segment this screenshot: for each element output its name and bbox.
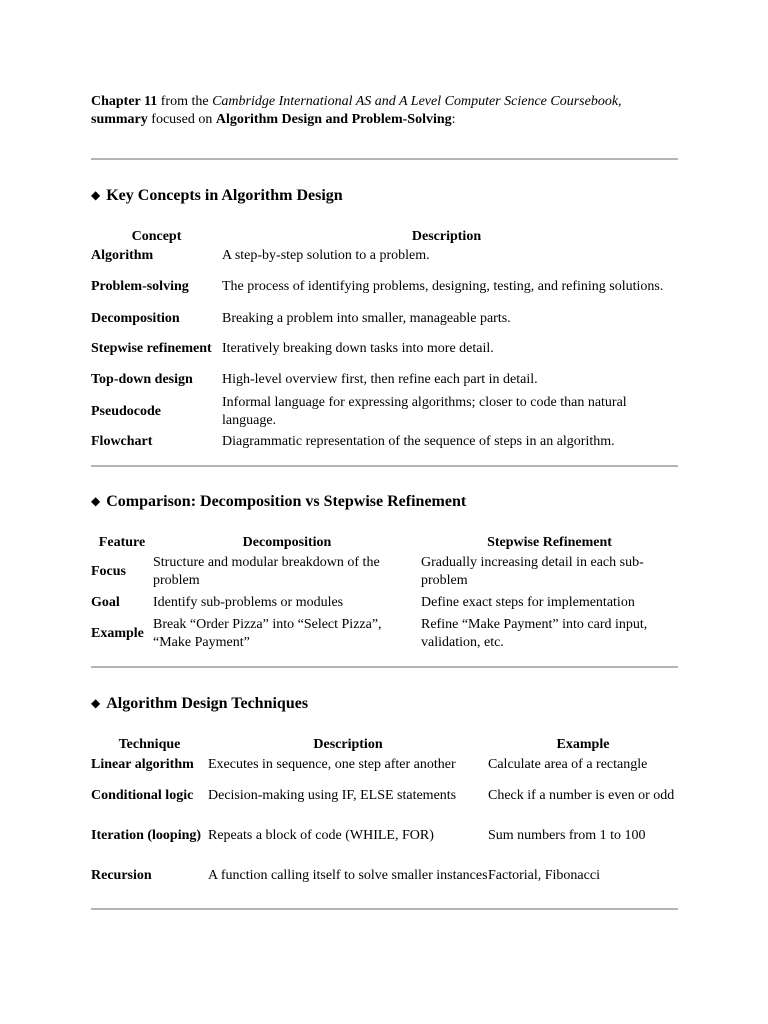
section-heading-comparison	[91, 492, 466, 512]
table-row	[91, 246, 671, 266]
intro-comma: ,	[618, 94, 622, 109]
table-header-row	[91, 732, 678, 754]
concept-cell: Problem-solving	[91, 279, 189, 294]
chapter-label: Chapter 11	[91, 94, 158, 109]
table-row	[91, 816, 678, 856]
book-title: Cambridge International AS and A Level Computer Science Coursebook	[212, 94, 619, 109]
description-cell: A function calling itself to solve smaller instances	[208, 868, 488, 883]
concept-cell: Pseudocode	[91, 404, 161, 419]
table-row	[91, 552, 678, 592]
divider	[91, 666, 678, 668]
concept-cell: Decomposition	[91, 311, 180, 326]
column-header: Technique	[118, 737, 181, 752]
column-header: Stepwise Refinement	[487, 535, 612, 550]
section-title: Comparison: Decomposition vs Stepwise Refinement	[106, 493, 467, 510]
table-row	[91, 432, 671, 452]
techniques-table	[91, 732, 678, 896]
example-cell: Sum numbers from 1 to 100	[488, 828, 646, 843]
intro-text-from: from the	[160, 94, 209, 109]
intro-colon: :	[451, 112, 456, 127]
description-cell: Repeats a block of code (WHILE, FOR)	[208, 828, 434, 843]
section-heading-concepts	[91, 186, 343, 206]
description-cell: Breaking a problem into smaller, manageable parts.	[222, 311, 511, 326]
table-row	[91, 368, 671, 392]
section-title: Algorithm Design Techniques	[106, 695, 309, 712]
technique-cell: Recursion	[91, 868, 152, 883]
section-heading-techniques	[91, 694, 308, 714]
stepwise-cell: Define exact steps for implementation	[421, 595, 635, 610]
feature-cell: Example	[91, 626, 144, 641]
example-cell: Check if a number is even or odd	[488, 788, 675, 803]
decomposition-cell: Identify sub-problems or modules	[153, 595, 344, 610]
table-header-row	[91, 224, 671, 246]
concepts-table	[91, 224, 671, 452]
example-cell: Factorial, Fibonacci	[488, 868, 600, 883]
technique-cell: Conditional logic	[91, 788, 194, 803]
column-header: Feature	[98, 535, 146, 550]
stepwise-cell: Gradually increasing detail in each sub-problem	[421, 555, 644, 588]
stepwise-cell: Refine “Make Payment” into card input, validation, etc.	[421, 617, 648, 650]
table-row	[91, 330, 671, 368]
description-cell: A step-by-step solution to a problem.	[222, 248, 430, 263]
divider	[91, 908, 678, 910]
divider	[91, 158, 678, 160]
table-row	[91, 308, 671, 330]
table-row	[91, 754, 678, 776]
concept-cell: Algorithm	[91, 248, 154, 263]
table-row	[91, 614, 678, 654]
topic-label: Algorithm Design and Problem-Solving	[215, 112, 452, 127]
diamond-bullet: ◆	[91, 188, 101, 202]
description-cell: Iteratively breaking down tasks into more detail.	[222, 341, 494, 356]
column-header: Description	[313, 737, 383, 752]
decomposition-cell: Break “Order Pizza” into “Select Pizza”, “Make Payment”	[153, 617, 382, 650]
concept-cell: Stepwise refinement	[91, 341, 212, 356]
section-title: Key Concepts in Algorithm Design	[106, 187, 343, 204]
table-row	[91, 856, 678, 896]
decomposition-cell: Structure and modular breakdown of the problem	[153, 555, 380, 588]
intro-paragraph	[91, 93, 691, 129]
description-cell: High-level overview first, then refine each part in detail.	[222, 372, 538, 387]
feature-cell: Goal	[91, 595, 120, 610]
column-header: Concept	[131, 229, 182, 244]
description-cell: The process of identifying problems, designing, testing, and refining solutions.	[222, 279, 664, 294]
concept-cell: Top-down design	[91, 372, 193, 387]
description-cell: Informal language for expressing algorithms; closer to code than natural language.	[222, 395, 627, 428]
comparison-table	[91, 530, 678, 654]
column-header: Decomposition	[242, 535, 332, 550]
table-row	[91, 266, 671, 308]
technique-cell: Linear algorithm	[91, 757, 194, 772]
example-cell: Calculate area of a rectangle	[488, 757, 648, 772]
description-cell: Decision-making using IF, ELSE statements	[208, 788, 457, 803]
summary-label: summary	[91, 112, 148, 127]
column-header: Description	[411, 229, 482, 244]
feature-cell: Focus	[91, 564, 126, 579]
technique-cell: Iteration (looping)	[91, 828, 202, 843]
intro-text-focused: focused on	[151, 112, 213, 127]
table-header-row	[91, 530, 678, 552]
diamond-bullet: ◆	[91, 494, 101, 508]
description-cell: Executes in sequence, one step after another	[208, 757, 456, 772]
divider	[91, 465, 678, 467]
table-row	[91, 592, 678, 614]
column-header: Example	[556, 737, 610, 752]
concept-cell: Flowchart	[91, 434, 153, 449]
description-cell: Diagrammatic representation of the sequence of steps in an algorithm.	[222, 434, 615, 449]
table-row	[91, 392, 671, 432]
table-row	[91, 776, 678, 816]
diamond-bullet: ◆	[91, 696, 101, 710]
